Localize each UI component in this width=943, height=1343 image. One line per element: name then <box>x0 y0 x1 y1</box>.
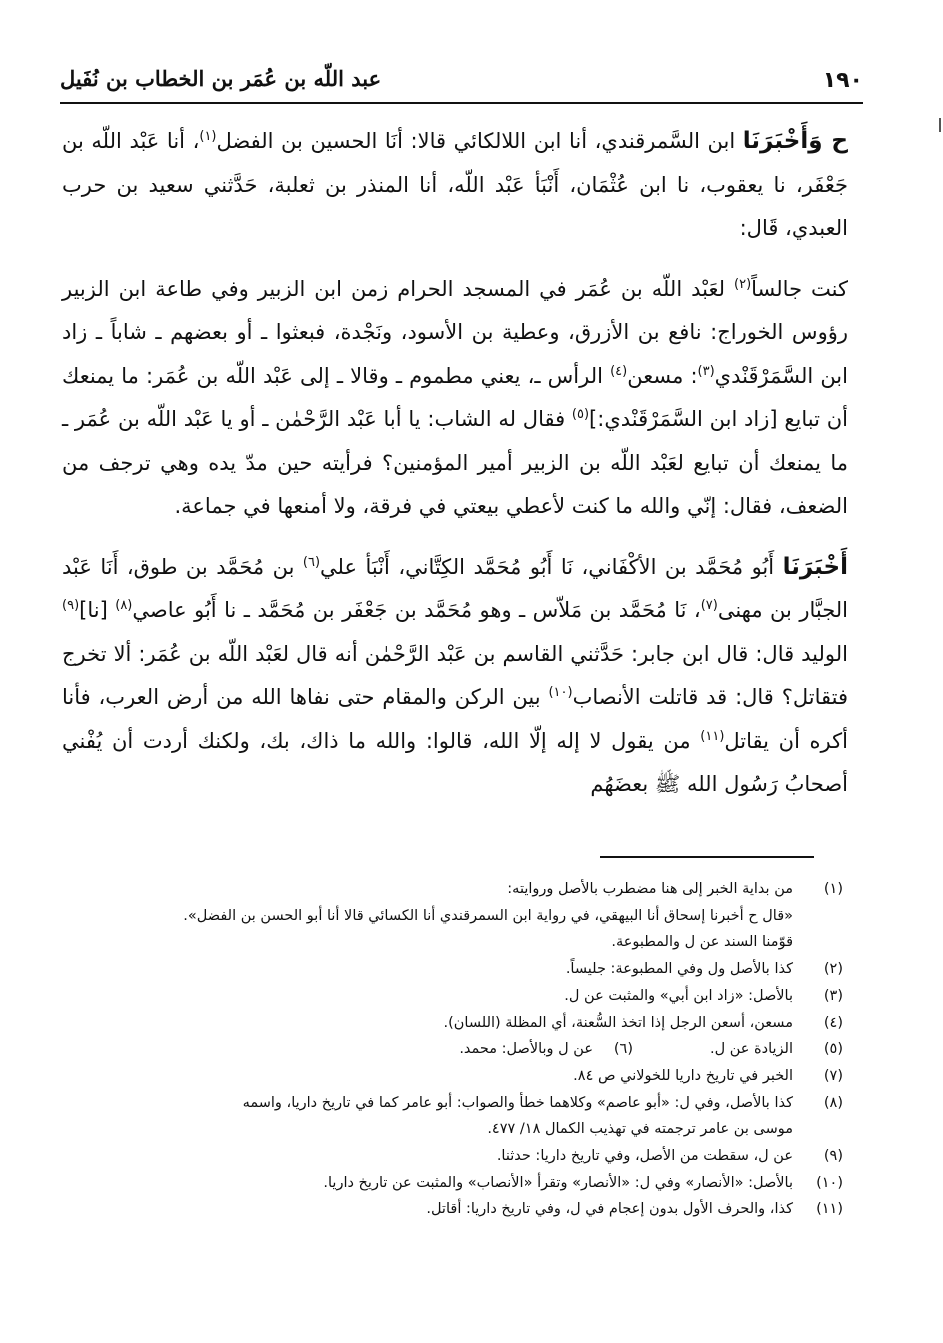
footnote-ref: (٤) <box>610 363 628 379</box>
footnote-number: (١) <box>823 881 843 897</box>
text-run: أَبُو مُحَمَّد بن الأكْفَاني، نَا أَبُو مُحَمَّد الكِتَّاني، أَنْبَأ علي <box>320 554 783 579</box>
footnote-11 <box>62 1196 843 1223</box>
footnote-number: (١١) <box>816 1201 843 1218</box>
text-run: ، نَا مُحَمَّد بن مَلاّس ـ وهو مُحَمَّد بن جَعْفَر بن مُحَمَّد ـ نا أَبُو عاصي <box>132 598 701 622</box>
paragraph-gap <box>62 251 848 268</box>
footnotes <box>62 876 843 1223</box>
text-run: بن مُحَمَّد بن طوق، أَنَا عَبْد الجبَّار بن مهنى <box>62 554 848 622</box>
footnote-number: (٦) <box>613 1041 633 1058</box>
lead-keyword: أَخْبَرَنَا <box>782 553 848 580</box>
footnote-text: عن ل وبالأصل: محمد. <box>459 1041 593 1058</box>
text-run: بين الركن والمقام حتى نفاها الله من أرض العرب، فأنا أكره أن يقاتل <box>62 685 848 753</box>
text-run: ابن السَّمرقندي، أنا ابن اللالكائي قالا: أنَا الحسين بن الفضل <box>216 129 743 153</box>
paragraph-3 <box>62 546 848 807</box>
footnote-text: بالأصل: «الأنصار» وفي ل: «الأنصار» وتقرأ «الأنصاب» والمثبت عن تاريخ داريا. <box>323 1174 793 1191</box>
text-run: الرأس ـ، يعني مطموم ـ وقالا ـ إلى عَبْد اللّه بن عُمَر: ما يمنعك أن تبايع [زاد ابن السَّمَرْقَنْدي:] <box>62 363 848 431</box>
footnote-text: كذا بالأصل ول وفي المطبوعة: جليساً. <box>565 961 793 978</box>
footnote-ref: (٦) <box>302 554 321 570</box>
footnotes-5-6 <box>62 1036 843 1063</box>
footnote-9 <box>62 1143 843 1170</box>
footnote-1 <box>62 876 843 903</box>
text-run: : مسعن <box>627 363 698 388</box>
footnote-text: الخبر في تاريخ داريا للخولاني ص ٨٤. <box>573 1067 793 1084</box>
page-number: ١٩٠ <box>822 68 863 93</box>
footnote-number: (٥) <box>823 1041 843 1058</box>
footnote-text: كذا بالأصل، وفي ل: «أبو عاصم» وكلاهما خطأ والصواب: أبو عامر كما في تاريخ داريا، واسمه <box>242 1094 793 1111</box>
footnote-text: مسعن، أسعن الرجل إذا اتخذ السُّعنة، أي المظلة (اللسان). <box>443 1014 793 1031</box>
scan-edge-mark <box>939 118 941 132</box>
running-title: عبد اللّه بن عُمَر بن الخطاب بن نُفَيل <box>60 66 382 91</box>
paragraph-1 <box>62 120 848 251</box>
footnote-ref: (٢) <box>734 276 752 292</box>
footnote-ref: (٧) <box>700 598 718 613</box>
page-header <box>60 62 863 104</box>
footnote-3 <box>62 983 843 1010</box>
main-text <box>62 120 848 807</box>
footnote-text: من بداية الخبر إلى هنا مضطرب بالأصل وروايته: <box>507 881 793 897</box>
footnote-number: (٩) <box>823 1148 843 1165</box>
footnote-number: (١٠) <box>816 1174 843 1191</box>
footnote-number: (٣) <box>823 987 843 1004</box>
footnote-2 <box>62 956 843 983</box>
text-run: من يقول لا إله إلّا الله، قالوا: والله ما ذاك، بك، ولكنك أردت أن يُفْني أصحابُ رَسُول الله ﷺ بعضَهُم <box>62 728 848 796</box>
footnote-ref: (١٠) <box>548 685 573 700</box>
footnote-text: عن ل، سقطت من الأصل، وفي تاريخ داريا: حدثنا. <box>496 1148 793 1165</box>
text-run: [نا] <box>79 598 116 622</box>
footnote-number: (٨) <box>823 1094 843 1111</box>
footnote-8-line-2: موسى بن عامر ترجمته في تهذيب الكمال ١٨/ ٤٧٧. <box>487 1121 793 1138</box>
footnote-8 <box>62 1090 843 1117</box>
footnote-number: (٤) <box>823 1014 843 1031</box>
footnote-separator <box>600 856 814 858</box>
footnote-6 <box>62 1036 633 1063</box>
footnote-ref: (٨) <box>115 598 133 613</box>
text-run: الوليد قال: قال ابن جابر: حَدَّثني القاسم بن عَبْد الرَّحْمٰن أنه قال لعَبْد اللّه بن عُمَر: ألا تخرج فتقاتل؟ قال: قد قاتلت الأنصاب <box>62 641 848 709</box>
footnote-5 <box>633 1036 843 1063</box>
lead-keyword: ح وَأَخْبَرَنَا <box>742 128 848 154</box>
footnote-1-line-3: قوّمنا السند عن ل والمطبوعة. <box>611 934 793 951</box>
footnote-4 <box>62 1010 843 1037</box>
footnote-1-line-2: «قال ح أخبرنا إسحاق أنا البيهقي، في رواية ابن السمرقندي أنا الكسائي قالا أنا أبو الحسن بن الفضل». <box>183 907 793 924</box>
footnote-number: (٧) <box>823 1067 843 1084</box>
footnote-text: كذا، والحرف الأول بدون إعجام في ل، وفي تاريخ داريا: أقاتل. <box>426 1201 793 1218</box>
text-run: كنت جالساً <box>751 276 848 301</box>
footnote-7 <box>62 1063 843 1090</box>
footnote-ref: (٥) <box>571 407 590 422</box>
text-run: فقال له الشاب: يا أبا عَبْد الرَّحْمٰن ـ أو يا عَبْد اللّه بن عُمَر ـ ما يمنعك أن تبايع لعَبْد اللّه بن الزبير أمير المؤمنين؟ فرأيته حين مدّ يده وهي ترجف من الضعف، فقال: إنّي والله ما كنت لأعطي بيعتي في فرقة، ولا أمنعها في جماعة. <box>62 407 848 518</box>
text-run: لعَبْد اللّه بن عُمَر في المسجد الحرام زمن ابن الزبير وفي طاعة ابن الزبير رؤوس الخوراج: نافع بن الأزرق، وعطية بن الأسود، ونَجْدة، فبعثوا ـ أو بعضهم ـ شاباً ـ زاد ابن السَّمَرْقَنْدي <box>62 276 848 388</box>
footnote-ref: (١) <box>199 129 217 144</box>
paragraph-gap <box>62 529 848 546</box>
footnote-10 <box>62 1170 843 1197</box>
footnote-text: الزيادة عن ل. <box>709 1041 793 1058</box>
footnote-ref: (٣) <box>697 363 715 379</box>
text-run: ، أنا عَبْد اللّه بن جَعْفَر، نا يعقوب، نا ابن عُثْمَان، أَنْبَأ عَبْد اللّه، أنا المنذر بن ثعلبة، حَدَّثني سعيد بن حرب العبدي، قَال: <box>62 129 848 240</box>
footnote-ref: (١١) <box>700 728 725 744</box>
footnote-text: بالأصل: «زاد ابن أبي» والمثبت عن ل. <box>564 987 793 1004</box>
footnote-ref: (٩) <box>62 598 80 613</box>
paragraph-2 <box>62 268 848 529</box>
footnote-number: (٢) <box>823 961 843 978</box>
